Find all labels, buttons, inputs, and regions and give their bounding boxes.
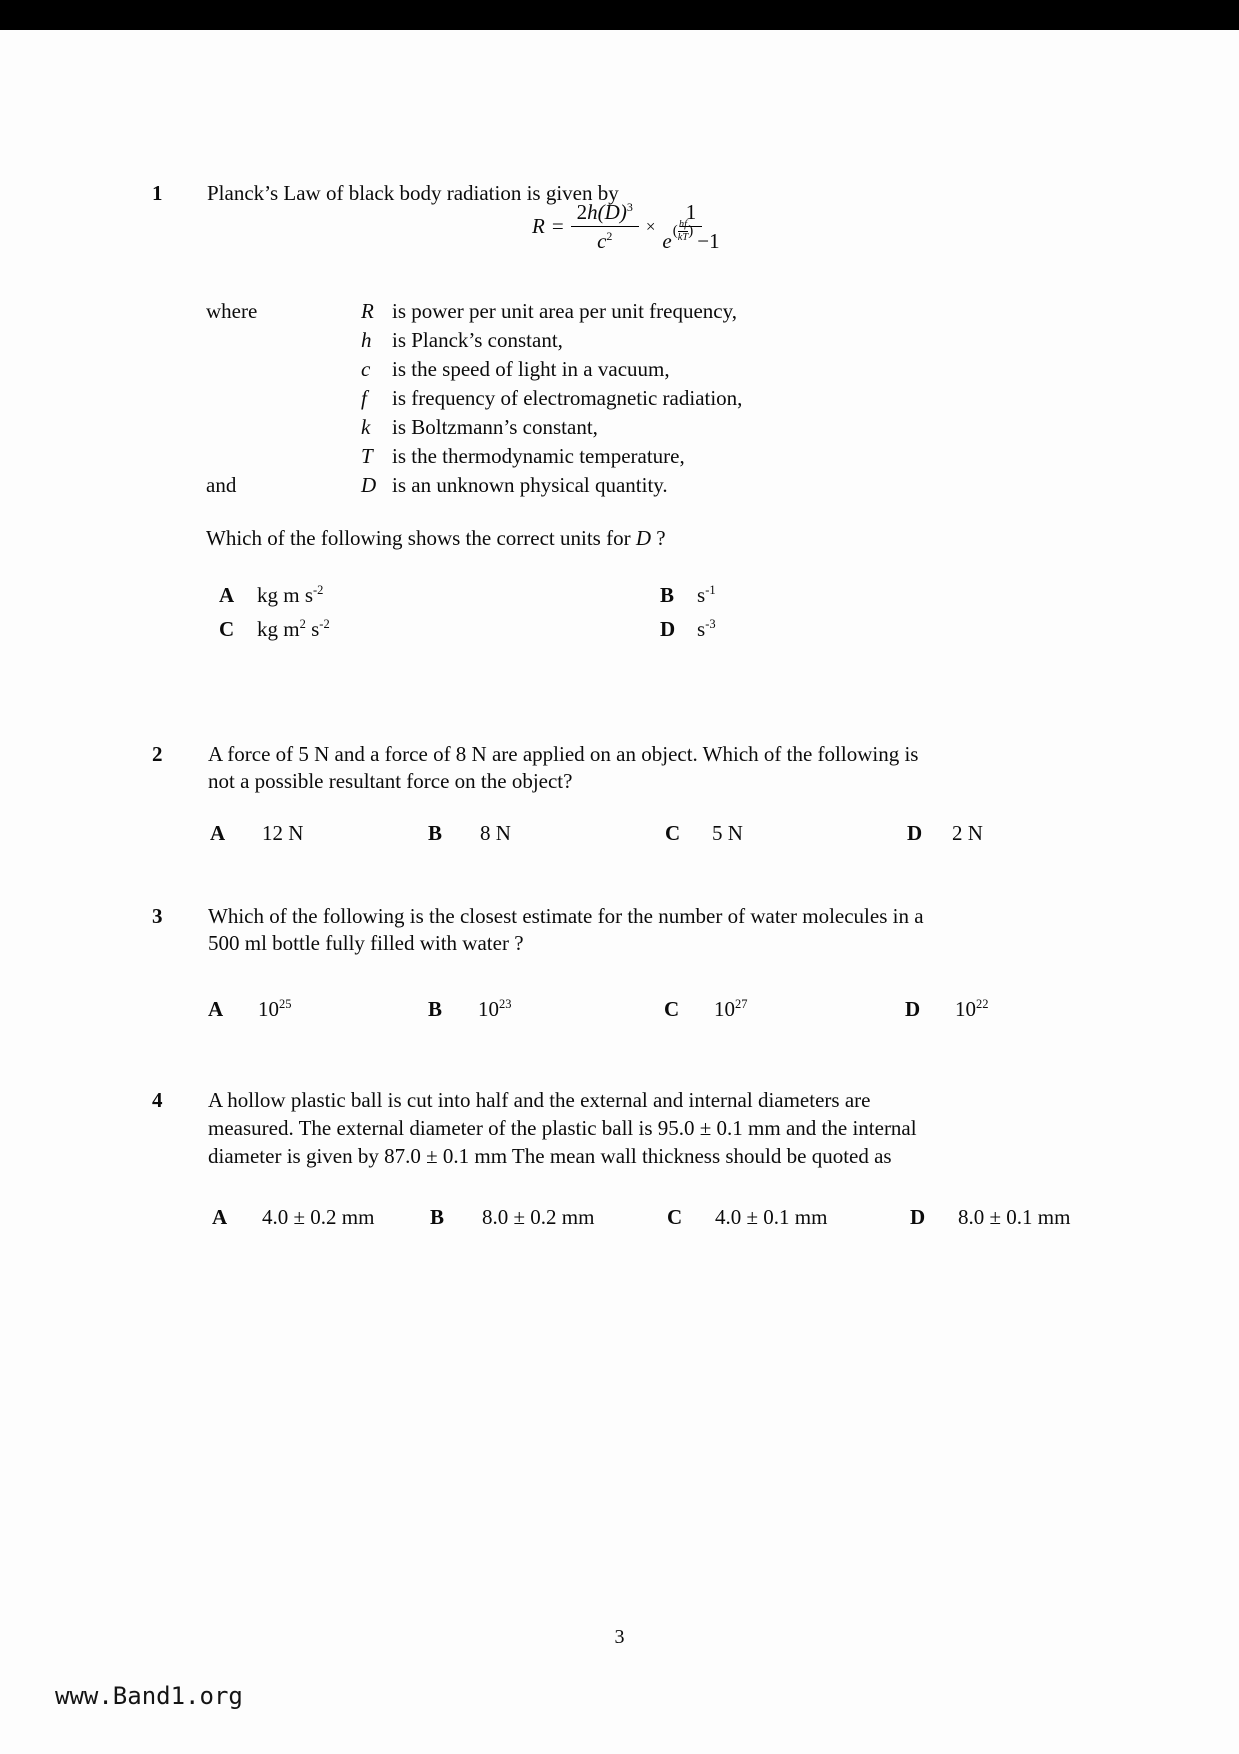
definition-text: is an unknown physical quantity.: [392, 473, 668, 497]
q1-option-a-value: kg m $s^{-2}$: [257, 583, 324, 607]
definition-symbol: R: [361, 299, 374, 323]
q1-intro: Planck’s Law of black body radiation is given by: [207, 181, 619, 205]
page-number: 3: [614, 1626, 625, 1648]
q2-option-a-letter: A: [210, 821, 226, 845]
fraction-1-numerator: $2h(D)^3$: [571, 200, 639, 227]
q2-text-line-1: A force of 5 N and a force of 8 N are applied on an object. Which of the following is: [208, 742, 919, 766]
q1-option-c-value: kg $m^2$ $s^{-2}$: [257, 617, 330, 641]
definition-symbol: h: [361, 328, 372, 352]
q3-option-c-value: $10^{27}$: [714, 997, 748, 1021]
q3-option-a-letter: A: [208, 997, 224, 1021]
q3-option-d-value: $10^{22}$: [955, 997, 989, 1021]
q4-text-line-3: diameter is given by 87.0 ± 0.1 mm The mean wall thickness should be quoted as: [208, 1144, 892, 1168]
q1-question: Which of the following shows the correct units for D ?: [206, 526, 666, 550]
definition-symbol: k: [361, 415, 371, 439]
definition-symbol: c: [361, 357, 371, 381]
q4-option-a-value: 4.0 ± 0.2 mm: [262, 1205, 375, 1229]
q1-option-b-letter: B: [660, 583, 675, 607]
footer-url: www.Band1.org: [55, 1682, 243, 1710]
definition-text: is Planck’s constant,: [392, 328, 563, 352]
q3-option-b-letter: B: [428, 997, 443, 1021]
fraction-2-denominator: [662, 219, 720, 254]
q4-option-d-value: 8.0 ± 0.1 mm: [958, 1205, 1071, 1229]
q2-option-c-letter: C: [665, 821, 681, 845]
definition-text: is Boltzmann’s constant,: [392, 415, 598, 439]
q2-option-b-letter: B: [428, 821, 443, 845]
formula-lhs: R: [532, 214, 545, 239]
q3-option-a-value: $10^{25}$: [258, 997, 292, 1021]
q4-number: 4: [152, 1088, 163, 1112]
q4-text-line-1: A hollow plastic ball is cut into half and the external and internal diameters are: [208, 1088, 871, 1112]
q1-option-a-letter: A: [219, 583, 235, 607]
fraction-1-denominator: $c^2$: [597, 229, 613, 254]
multiply-sign: ×: [645, 216, 656, 236]
q4-option-b-letter: B: [430, 1205, 445, 1229]
q2-option-a-value: 12 N: [262, 821, 304, 845]
q3-text-line-1: Which of the following is the closest estimate for the number of water molecules in a: [208, 904, 924, 928]
q4-option-a-letter: A: [212, 1205, 228, 1229]
q2-number: 2: [152, 742, 163, 766]
minus-one: −1: [697, 229, 720, 254]
equals-sign: =: [551, 214, 564, 239]
q1-option-d-value: $s^{-3}$: [697, 617, 716, 641]
q4-text-line-2: measured. The external diameter of the plastic ball is 95.0 ± 0.1 mm and the internal: [208, 1116, 917, 1140]
definition-text: is frequency of electromagnetic radiation,: [392, 386, 743, 410]
q3-number: 3: [152, 904, 163, 928]
and-label: and: [206, 473, 237, 497]
where-label: where: [206, 299, 258, 323]
definition-text: is the speed of light in a vacuum,: [392, 357, 670, 381]
q1-option-d-letter: D: [660, 617, 676, 641]
fraction-2: [662, 200, 719, 253]
fraction-2-numerator: 1: [680, 200, 703, 227]
fraction-1: [571, 200, 639, 253]
q2-option-b-value: 8 N: [480, 821, 511, 845]
euler-e: e: [662, 229, 672, 254]
q3-text-line-2: 500 ml bottle fully filled with water ?: [208, 931, 524, 955]
q1-number: 1: [152, 181, 163, 205]
q4-option-d-letter: D: [910, 1205, 926, 1229]
planck-law-formula: [532, 200, 720, 253]
definition-symbol: T: [361, 444, 373, 468]
exponent-fraction: ( hf kT ): [672, 219, 694, 243]
q4-option-b-value: 8.0 ± 0.2 mm: [482, 1205, 595, 1229]
q2-option-c-value: 5 N: [712, 821, 743, 845]
q3-option-d-letter: D: [905, 997, 921, 1021]
definition-symbol: f: [361, 386, 367, 410]
q1-option-b-value: $s^{-1}$: [697, 583, 716, 607]
q1-option-c-letter: C: [219, 617, 235, 641]
definition-text: is the thermodynamic temperature,: [392, 444, 685, 468]
q2-option-d-value: 2 N: [952, 821, 983, 845]
q3-option-c-letter: C: [664, 997, 680, 1021]
definition-symbol: D: [361, 473, 377, 497]
q4-option-c-letter: C: [667, 1205, 683, 1229]
q2-text-line-2: not a possible resultant force on the object?: [208, 769, 573, 793]
q2-option-d-letter: D: [907, 821, 923, 845]
top-scan-bar: [0, 0, 1239, 30]
q3-option-b-value: $10^{23}$: [478, 997, 512, 1021]
q4-option-c-value: 4.0 ± 0.1 mm: [715, 1205, 828, 1229]
definition-text: is power per unit area per unit frequency,: [392, 299, 737, 323]
